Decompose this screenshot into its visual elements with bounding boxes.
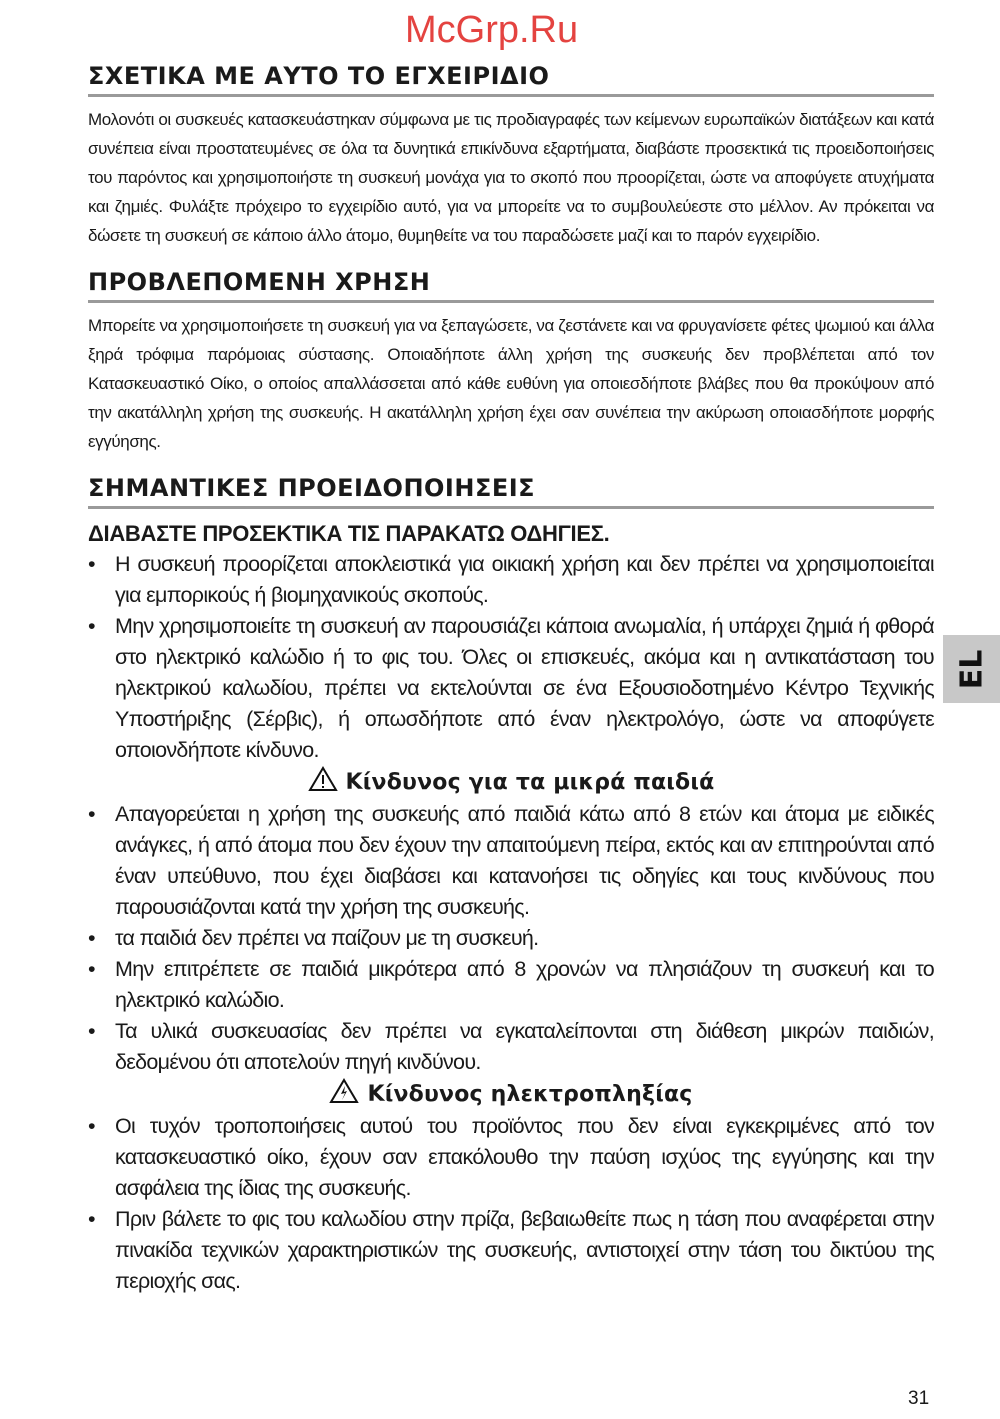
section-subheading: ΔΙΑΒΑΣΤΕ ΠΡΟΣΕΚΤΙΚΑ ΤΙΣ ΠΑΡΑΚΑΤΩ ΟΔΗΓΙΕΣ. (88, 521, 610, 546)
section-about-manual (88, 60, 934, 250)
electric-warning-icon (329, 1078, 359, 1104)
bullet-list-children (88, 799, 934, 1078)
list-item-text: Η συσκευή προορίζεται αποκλειστικά για οικιακή χρήση και δεν πρέπει να χρησιμοποιείται για εμπορικούς ή βιομηχανικούς σκοπούς. (115, 552, 934, 607)
bullet-list-electric (88, 1111, 934, 1297)
list-item (88, 1204, 934, 1297)
section-intended-use (88, 266, 934, 456)
warning-title: Κίνδυνος ηλεκτροπληξίας (367, 1082, 693, 1107)
list-item (88, 1111, 934, 1204)
section-heading: ΣΗΜΑΝΤΙΚΕΣ ΠΡΟΕΙΔΟΠΟΙΗΣΕΙΣ (88, 472, 934, 509)
bullet-list-general (88, 549, 934, 766)
bullet: • (88, 614, 95, 638)
bullet: • (88, 552, 95, 576)
list-item (88, 611, 934, 766)
list-item-text: Απαγορεύεται η χρήση της συσκευής από παιδιά κάτω από 8 ετών και άτομα με ειδικές ανάγκες, ή από άτομα που δεν έχουν την απαιτούμενη πείρα, εκτός και αν επιτηρούνται από έναν υπεύθυνο, που έχει διαβάσει και κατανοήσει τις οδηγίες και τους κινδύνους που παρουσιάζονται κατά την χρήση της συσκευής. (115, 802, 934, 919)
warning-heading-electric (88, 1078, 934, 1111)
bullet: • (88, 1114, 95, 1138)
list-item (88, 549, 934, 611)
warning-triangle-icon (308, 766, 338, 792)
section-heading: ΠΡΟΒΛΕΠΟΜΕΝΗ ΧΡΗΣΗ (88, 266, 934, 303)
document-body (88, 60, 934, 1297)
list-item (88, 799, 934, 923)
section-paragraph: Μολονότι οι συσκευές κατασκευάστηκαν σύμφωνα με τις προδιαγραφές των κείμενων ευρωπαϊκών διατάξεων και κατά συνέπεια είναι προστατευμένες σε όλα τα δυνητικά επικίνδυνα εξαρτήματα, διαβάστε προσεκτικά τις προειδοποιήσεις του παρόντος και χρησιμοποιήστε τη συσκευή μονάχα για το σκοπό που προορίζεται, ώστε να αποφύγετε ατυχήματα και ζημιές. Φυλάξτε πρόχειρο το εγχειρίδιο αυτό, για να μπορείτε να το συμβουλεύεστε στο μέλλον. Αν πρόκειται να δώσετε τη συσκευή σε κάποιο άλλο άτομο, θυμηθείτε να του παραδώσετε μαζί και το παρόν εγχειρίδιο. (88, 110, 934, 245)
list-item-text: Πριν βάλετε το φις του καλωδίου στην πρίζα, βεβαιωθείτε πως η τάση που αναφέρεται στην πινακίδα τεχνικών χαρακτηριστικών της συσκευής, αντιστοιχεί στην τάση του δικτύου της περιοχής σας. (115, 1207, 934, 1293)
language-tab-label: EL (953, 649, 989, 689)
list-item-text: Μην επιτρέπετε σε παιδιά μικρότερα από 8 χρονών να πλησιάζουν τη συσκευή και το ηλεκτρικό καλώδιο. (115, 957, 934, 1012)
list-item-text: Οι τυχόν τροποποιήσεις αυτού του προϊόντος που δεν είναι εγκεκριμένες από τον κατασκευαστικό οίκο, έχουν σαν επακόλουθο την παύση ισχύος της εγγύησης και την ασφάλεια της ίδιας της συσκευής. (115, 1114, 934, 1200)
section-important-warnings (88, 472, 934, 1297)
bullet: • (88, 926, 95, 950)
list-item-text: Μην χρησιμοποιείτε τη συσκευή αν παρουσιάζει κάποια ανωμαλία, ή υπάρχει ζημιά ή φθορά στο ηλεκτρικό καλώδιο ή το φις του. Όλες οι επισκευές, ακόμα και η αντικατάσταση του ηλεκτρικού καλωδίου, πρέπει να εκτελούνται σε ένα Εξουσιοδοτημένο Κέντρο Τεχνικής Υποστήριξης (Σέρβις), ή οπωσδήποτε από έναν ηλεκτρολόγο, ώστε να αποφύγετε οποιονδήποτε κίνδυνο. (115, 614, 934, 762)
section-heading: ΣΧΕΤΙΚΑ ΜΕ ΑΥΤΟ ΤΟ ΕΓΧΕΙΡΙΔΙΟ (88, 60, 934, 97)
list-item (88, 923, 934, 954)
warning-title: Κίνδυνος για τα μικρά παιδιά (345, 770, 715, 795)
section-paragraph: Μπορείτε να χρησιμοποιήσετε τη συσκευή για να ξεπαγώσετε, να ζεστάνετε και να φρυγανίσετε φέτες ψωμιού και άλλα ξηρά τρόφιμα παρόμοιας σύστασης. Οποιαδήποτε άλλη χρήση της συσκευής δεν προβλέπεται από τον Κατασκευαστικό Οίκο, ο οποίος απαλλάσσεται από κάθε ευθύνη για οποιεσδήποτε βλάβες που θα προκύψουν από την ακατάλληλη χρήση της συσκευής. Η ακατάλληλη χρήση έχει σαν συνέπεια την ακύρωση οποιασδήποτε μορφής εγγύησης. (88, 316, 934, 451)
list-item (88, 954, 934, 1016)
list-item (88, 1016, 934, 1078)
bullet: • (88, 957, 95, 981)
bullet: • (88, 802, 95, 826)
bullet: • (88, 1019, 95, 1043)
bullet: • (88, 1207, 95, 1231)
watermark: McGrp.Ru (405, 9, 579, 51)
warning-heading-children (88, 766, 934, 799)
language-tab (943, 635, 1000, 703)
page-number: 31 (908, 1388, 930, 1409)
list-item-text: Τα υλικά συσκευασίας δεν πρέπει να εγκαταλείπονται στη διάθεση μικρών παιδιών, δεδομένου ότι αποτελούν πηγή κινδύνου. (115, 1019, 934, 1074)
list-item-text: τα παιδιά δεν πρέπει να παίζουν με τη συσκευή. (115, 926, 539, 950)
